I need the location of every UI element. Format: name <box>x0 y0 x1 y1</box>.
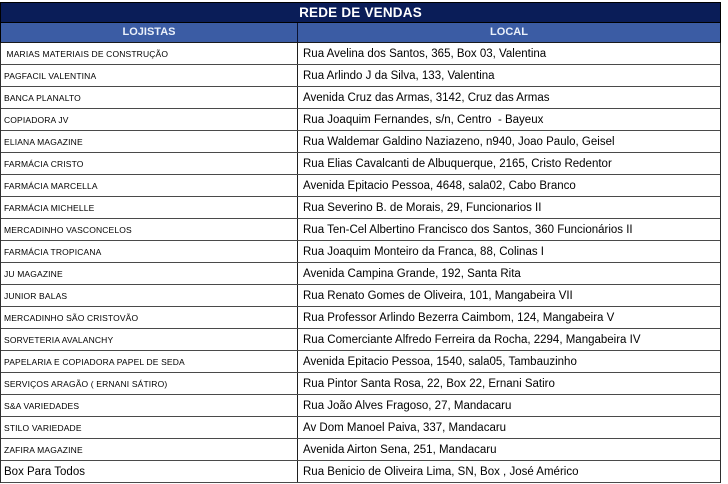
lojista-cell: SERVIÇOS ARAGÃO ( ERNANI SÁTIRO) <box>1 373 298 394</box>
local-cell: Rua Arlindo J da Silva, 133, Valentina <box>303 69 495 82</box>
lojista-cell: MERCADINHO SÃO CRISTOVÃO <box>1 307 298 328</box>
lojista-cell: FARMÁCIA CRISTO <box>1 153 298 174</box>
local-cell: Rua Renato Gomes de Oliveira, 101, Mangabeira VII <box>303 289 573 302</box>
column-header-lojistas: LOJISTAS <box>1 23 298 42</box>
rede-de-vendas-table <box>0 2 721 483</box>
table-row <box>1 439 720 461</box>
table-row <box>1 307 720 329</box>
lojista-cell: S&A VARIEDADES <box>1 395 298 416</box>
table-row <box>1 351 720 373</box>
local-cell: Avenida Cruz das Armas, 3142, Cruz das Armas <box>303 91 550 104</box>
table-row <box>1 461 720 483</box>
local-cell: Avenida Epitacio Pessoa, 4648, sala02, Cabo Branco <box>303 179 576 192</box>
lojista-cell: JUNIOR BALAS <box>1 285 298 306</box>
table-row <box>1 417 720 439</box>
table-row <box>1 109 720 131</box>
lojista-cell: JU MAGAZINE <box>1 263 298 284</box>
lojista-cell: BANCA PLANALTO <box>1 87 298 108</box>
local-cell: Rua Joaquim Fernandes, s/n, Centro - Bayeux <box>303 113 544 126</box>
local-cell: Rua Comerciante Alfredo Ferreira da Rocha, 2294, Mangabeira IV <box>303 333 641 346</box>
table-row <box>1 285 720 307</box>
lojista-cell: FARMÁCIA TROPICANA <box>1 241 298 262</box>
table-row <box>1 197 720 219</box>
local-cell: Rua Pintor Santa Rosa, 22, Box 22, Ernani Satiro <box>303 377 555 390</box>
table-row <box>1 373 720 395</box>
column-header-local: LOCAL <box>490 26 528 38</box>
lojista-cell: ZAFIRA MAGAZINE <box>1 439 298 460</box>
table-title: REDE DE VENDAS <box>0 2 721 23</box>
table-row <box>1 43 720 65</box>
local-cell: Rua Joaquim Monteiro da Franca, 88, Colinas I <box>303 245 544 258</box>
local-cell: Rua Benicio de Oliveira Lima, SN, Box , José Américo <box>303 465 579 478</box>
local-cell: Rua Elias Cavalcanti de Albuquerque, 2165, Cristo Redentor <box>303 157 612 170</box>
lojista-cell: FARMÁCIA MARCELLA <box>1 175 298 196</box>
lojista-cell: Box Para Todos <box>1 461 298 482</box>
table-row <box>1 219 720 241</box>
table-row <box>1 175 720 197</box>
local-cell: Avenida Epitacio Pessoa, 1540, sala05, Tambauzinho <box>303 355 577 368</box>
local-cell: Avenida Campina Grande, 192, Santa Rita <box>303 267 521 280</box>
lojista-cell: MERCADINHO VASCONCELOS <box>1 219 298 240</box>
local-cell: Rua Ten-Cel Albertino Francisco dos Santos, 360 Funcionários II <box>303 223 633 236</box>
table-row <box>1 329 720 351</box>
local-cell: Rua Waldemar Galdino Naziazeno, n940, Joao Paulo, Geisel <box>303 135 615 148</box>
local-cell: Rua João Alves Fragoso, 27, Mandacaru <box>303 399 512 412</box>
table-header-row <box>0 23 721 43</box>
lojista-cell: COPIADORA JV <box>1 109 298 130</box>
table-row <box>1 65 720 87</box>
lojista-cell: PAPELARIA E COPIADORA PAPEL DE SEDA <box>1 351 298 372</box>
table-body <box>0 43 721 483</box>
table-row <box>1 153 720 175</box>
lojista-cell: FARMÁCIA MICHELLE <box>1 197 298 218</box>
table-row <box>1 263 720 285</box>
lojista-cell: STILO VARIEDADE <box>1 417 298 438</box>
table-row <box>1 241 720 263</box>
table-row <box>1 395 720 417</box>
lojista-cell: ELIANA MAGAZINE <box>1 131 298 152</box>
local-cell: Rua Professor Arlindo Bezerra Caimbom, 124, Mangabeira V <box>303 311 615 324</box>
table-row <box>1 87 720 109</box>
lojista-cell: MARIAS MATERIAIS DE CONSTRUÇÃO <box>1 43 298 64</box>
local-cell: Rua Avelina dos Santos, 365, Box 03, Valentina <box>303 47 547 60</box>
table-row <box>1 131 720 153</box>
lojista-cell: SORVETERIA AVALANCHY <box>1 329 298 350</box>
local-cell: Av Dom Manoel Paiva, 337, Mandacaru <box>303 421 507 434</box>
lojista-cell: PAGFACIL VALENTINA <box>1 65 298 86</box>
local-cell: Rua Severino B. de Morais, 29, Funcionarios II <box>303 201 542 214</box>
local-cell: Avenida Airton Sena, 251, Mandacaru <box>303 443 497 456</box>
